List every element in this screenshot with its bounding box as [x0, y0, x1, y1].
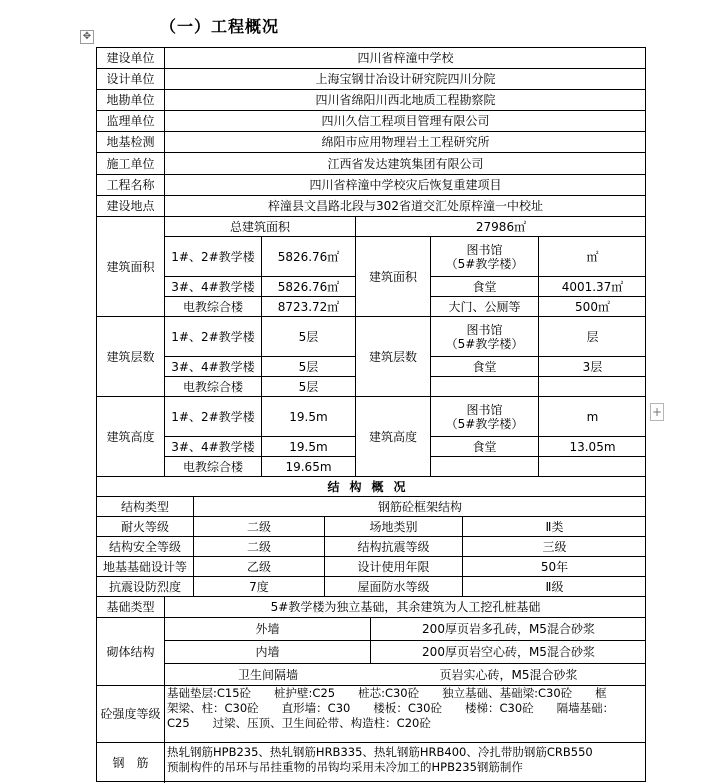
page-title: （一）工程概况 [160, 17, 280, 36]
building-name: 大门、公厕等 [431, 297, 539, 317]
height-label: 建筑高度 [97, 397, 165, 477]
grade-value: 三级 [463, 537, 646, 557]
total-area-value: 27986㎡ [356, 217, 646, 237]
grade-label: 屋面防水等级 [325, 577, 463, 597]
total-area-label: 总建筑面积 [165, 217, 356, 237]
building-value: 5826.76㎡ [262, 237, 356, 277]
library-subname: （5#教学楼） [445, 256, 524, 271]
table-move-handle-icon[interactable]: ✥ [80, 30, 94, 44]
concrete-line: 基础垫层:C15砼 桩护壁:C25 桩芯:C30砼 独立基础、基础梁:C30砼 框 [167, 686, 607, 700]
library-name: 图书馆 [466, 242, 503, 257]
grade-label: 设计使用年限 [325, 557, 463, 577]
building-name: 电教综合楼 [165, 377, 262, 397]
grade-value: 乙级 [194, 557, 325, 577]
grade-value: 7度 [194, 577, 325, 597]
foundation-value: 5#教学楼为独立基础，其余建筑为人工挖孔桩基础 [165, 597, 646, 618]
row-label: 监理单位 [97, 111, 165, 132]
add-column-icon[interactable]: + [651, 405, 663, 419]
building-value: 4001.37㎡ [539, 277, 646, 297]
grade-value: Ⅱ类 [463, 517, 646, 537]
row-value: 四川省梓潼中学校 [165, 48, 646, 69]
building-value: 19.5m [262, 397, 356, 437]
wall-name: 外墙 [165, 618, 371, 641]
library-subname: （5#教学楼） [445, 336, 524, 351]
empty-cell [539, 457, 646, 477]
building-name: 1#、2#教学楼 [165, 237, 262, 277]
building-value: 500㎡ [539, 297, 646, 317]
building-value: 5826.76㎡ [262, 277, 356, 297]
building-value: 19.65m [262, 457, 356, 477]
grade-label: 结构安全等级 [97, 537, 194, 557]
building-value: m [539, 397, 646, 437]
concrete-line: 架梁、柱：C30砼 直形墙：C30 楼板：C30砼 楼梯：C30砼 隔墙基础： [167, 701, 615, 715]
building-value: 5层 [262, 377, 356, 397]
building-value: 层 [539, 317, 646, 357]
grade-label: 耐火等级 [97, 517, 194, 537]
grade-value: 二级 [194, 517, 325, 537]
building-value: 5层 [262, 357, 356, 377]
structure-type-label: 结构类型 [97, 497, 194, 517]
concrete-line: C25 过梁、压顶、卫生间砼带、构造柱：C20砼 [167, 716, 431, 730]
building-name [431, 237, 539, 277]
concrete-label: 砼强度等级 [97, 686, 165, 743]
empty-cell [431, 377, 539, 397]
building-name [431, 317, 539, 357]
row-label: 工程名称 [97, 175, 165, 196]
wall-value: 200厚页岩多孔砖，M5混合砂浆 [371, 618, 646, 641]
row-value: 上海宝钢廿冶设计研究院四川分院 [165, 69, 646, 90]
row-label: 建设地点 [97, 196, 165, 217]
grade-label: 场地类别 [325, 517, 463, 537]
building-name: 食堂 [431, 277, 539, 297]
library-name: 图书馆 [466, 322, 503, 337]
height-right-label: 建筑高度 [356, 397, 431, 477]
building-value: 19.5m [262, 437, 356, 457]
building-value: 13.05m [539, 437, 646, 457]
concrete-grades [165, 686, 646, 743]
area-right-label: 建筑面积 [356, 237, 431, 317]
building-name: 食堂 [431, 437, 539, 457]
building-name: 1#、2#教学楼 [165, 397, 262, 437]
row-value: 四川省绵阳川西北地质工程勘察院 [165, 90, 646, 111]
floors-label: 建筑层数 [97, 317, 165, 397]
empty-cell [431, 457, 539, 477]
area-label: 建筑面积 [97, 217, 165, 317]
structure-header: 结构概况 [97, 477, 646, 497]
row-value: 江西省发达建筑集团有限公司 [165, 153, 646, 175]
building-name: 3#、4#教学楼 [165, 357, 262, 377]
wall-value: 页岩实心砖，M5混合砂浆 [439, 667, 578, 682]
rebar-line: 预制构件的吊环与吊挂重物的吊钩均采用未冷加工的HPB235钢筋制作 [167, 760, 523, 774]
structure-type-value: 钢筋砼框架结构 [194, 497, 646, 517]
building-name: 3#、4#教学楼 [165, 277, 262, 297]
grade-label: 地基基础设计等 [97, 557, 194, 577]
rebar-line: 热轧钢筋HPB235、热轧钢筋HRB335、热轧钢筋HRB400、冷扎带肋钢筋CRB550 [167, 745, 593, 759]
row-value: 梓潼县文昌路北段与302省道交汇处原梓潼一中校址 [165, 196, 646, 217]
grade-value: Ⅱ级 [463, 577, 646, 597]
row-label: 设计单位 [97, 69, 165, 90]
row-value: 绵阳市应用物理岩土工程研究所 [165, 132, 646, 153]
grade-value: 50年 [463, 557, 646, 577]
building-name: 1#、2#教学楼 [165, 317, 262, 357]
building-name: 3#、4#教学楼 [165, 437, 262, 457]
empty-cell [539, 377, 646, 397]
row-label: 建设单位 [97, 48, 165, 69]
row-label: 地基检测 [97, 132, 165, 153]
library-name: 图书馆 [466, 402, 503, 417]
rebar-label: 钢 筋 [97, 743, 165, 783]
floors-right-label: 建筑层数 [356, 317, 431, 397]
row-value: 四川久信工程项目管理有限公司 [165, 111, 646, 132]
wall-row [165, 664, 646, 686]
wall-value: 200厚页岩空心砖，M5混合砂浆 [371, 641, 646, 664]
grade-label: 抗震设防烈度 [97, 577, 194, 597]
wall-name: 内墙 [165, 641, 371, 664]
building-name: 电教综合楼 [165, 457, 262, 477]
building-name: 食堂 [431, 357, 539, 377]
building-value: 3层 [539, 357, 646, 377]
wall-name: 卫生间隔墙 [237, 667, 298, 682]
row-label: 施工单位 [97, 153, 165, 175]
row-value: 四川省梓潼中学校灾后恢复重建项目 [165, 175, 646, 196]
masonry-label: 砌体结构 [97, 618, 165, 686]
building-value: 5层 [262, 317, 356, 357]
rebar-description [165, 743, 646, 783]
grade-value: 二级 [194, 537, 325, 557]
row-label: 地勘单位 [97, 90, 165, 111]
building-name [431, 397, 539, 437]
grade-label: 结构抗震等级 [325, 537, 463, 557]
project-overview-table [96, 47, 646, 782]
library-subname: （5#教学楼） [445, 416, 524, 431]
building-name: 电教综合楼 [165, 297, 262, 317]
building-value: ㎡ [539, 237, 646, 277]
foundation-label: 基础类型 [97, 597, 165, 618]
building-value: 8723.72㎡ [262, 297, 356, 317]
